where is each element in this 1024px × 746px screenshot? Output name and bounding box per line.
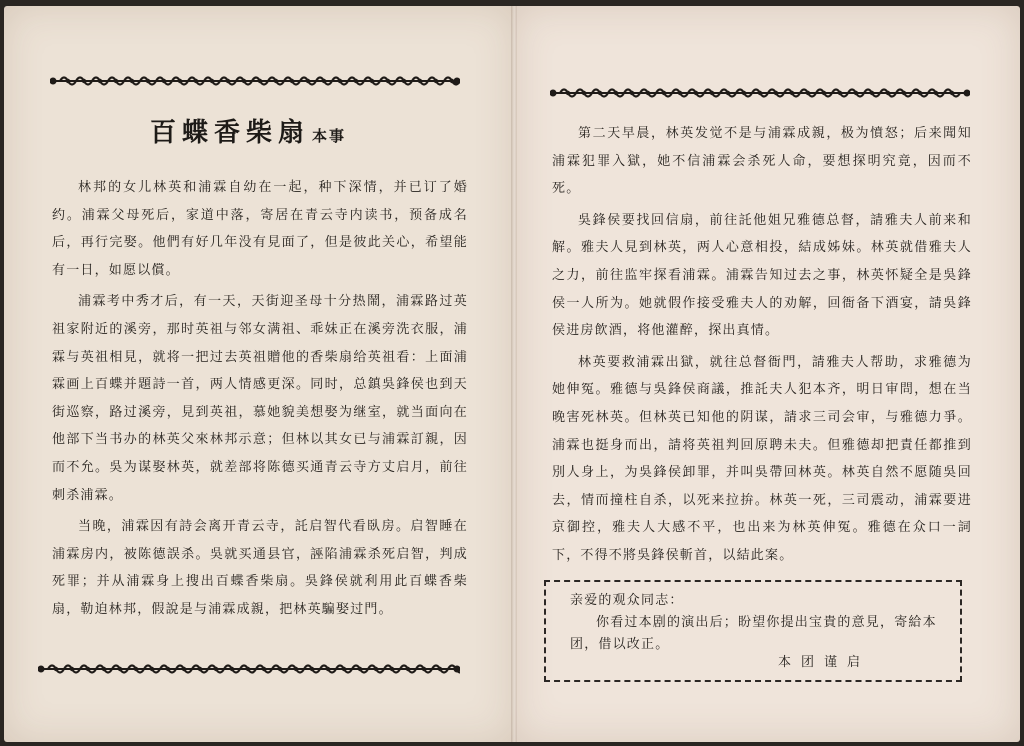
center-fold [511, 6, 517, 742]
paragraph: 第二天早晨，林英发觉不是与浦霖成親，极为憤怒；后来聞知浦霖犯罪入獄，她不信浦霖会杀死人命，要想探明究竟，因而不死。 [552, 126, 972, 197]
audience-note-box [544, 580, 962, 682]
paragraph: 吳鋒侯要找回信扇，前往託他姐兄雅德总督，請雅夫人前来和解。雅夫人見到林英，两人心意相投，結成姊妹。林英就借雅夫人之力，前往监牢探看浦霖。浦霖告知过去之事，林英怀疑全是吳鋒侯一人所为。她就假作接受雅夫人的劝解，回衙备下酒宴，請吳鋒侯进房飲酒，将他灌醉，探出真情。 [552, 212, 972, 339]
page-title [150, 112, 450, 149]
note-body: 你看过本剧的演出后；盼望你提出宝貴的意見，寄給本团，借以改正。 [570, 615, 937, 652]
decorative-border-top-right [550, 86, 970, 100]
note-signature: 本团谨启 [777, 655, 870, 670]
decorative-border-top-left [50, 74, 460, 88]
paragraph: 当晚，浦霖因有詩会离开青云寺，託启智代看臥房。启智睡在浦霖房内，被陈德誤杀。吳就买通县官，誣陷浦霖杀死启智，判成死罪；并从浦霖身上搜出百蝶香柴扇。吳鋒侯就利用此百蝶香柴扇，勒迫林邦，假說是与浦霖成親，把林英騙娶过門。 [52, 519, 468, 617]
right-column-text [552, 120, 972, 574]
title-main: 百蝶香柴扇 [150, 118, 311, 148]
left-column-text [52, 174, 468, 628]
decorative-border-bottom-left [38, 662, 460, 676]
note-salutation: 亲爱的观众同志： [570, 593, 684, 608]
paragraph: 浦霖考中秀才后，有一天，天街迎圣母十分热鬧，浦霖路过英祖家附近的溪旁，那时英祖与邻女满祖、乖妹正在溪旁洗衣服，浦霖与英祖相見，就将一把过去英祖贈他的香柴扇给英祖看：上面浦霖画上百蝶并題詩一首，两人情感更深。同时，总鎮吳鋒侯也到天街巡察，路过溪旁，見到英祖，慕她貌美想娶为继室，就当面向在他部下当书办的林英父來林邦示意；但林以其女已与浦霖訂親，因而不允。吳为谋娶林英，就差部将陈德买通青云寺方丈启月，前往刺杀浦霖。 [52, 294, 468, 503]
paragraph: 林邦的女儿林英和浦霖自幼在一起，种下深情，并已订了婚约。浦霖父母死后，家道中落，寄居在青云寺内读书，预备成名后，再行完娶。他們有好几年没有見面了，但是彼此关心，希望能有一日，如愿以償。 [52, 180, 468, 278]
paragraph: 林英要救浦霖出獄，就往总督衙門，請雅夫人帮助，求雅德为她伸冤。雅德与吳鋒侯商議，推託夫人犯本齐，明日审問，想在当晚害死林英。但林英已知他的阴谋，請求三司会审，与雅德力爭。浦霖也挺身而出，請将英祖判回原聘未夫。但雅德却把責任都推到別人身上，为吳鋒侯卸罪，并叫吳帶回林英。林英自然不愿随吳回去，情而撞柱自杀，以死来拉拚。林英一死，三司震动，浦霖要进京御控，雅夫人大感不平，也出来为林英伸冤。雅德在众口一詞下，不得不將吳鋒侯斬首，以結此案。 [552, 354, 972, 563]
title-subtitle: 本事 [312, 127, 347, 145]
